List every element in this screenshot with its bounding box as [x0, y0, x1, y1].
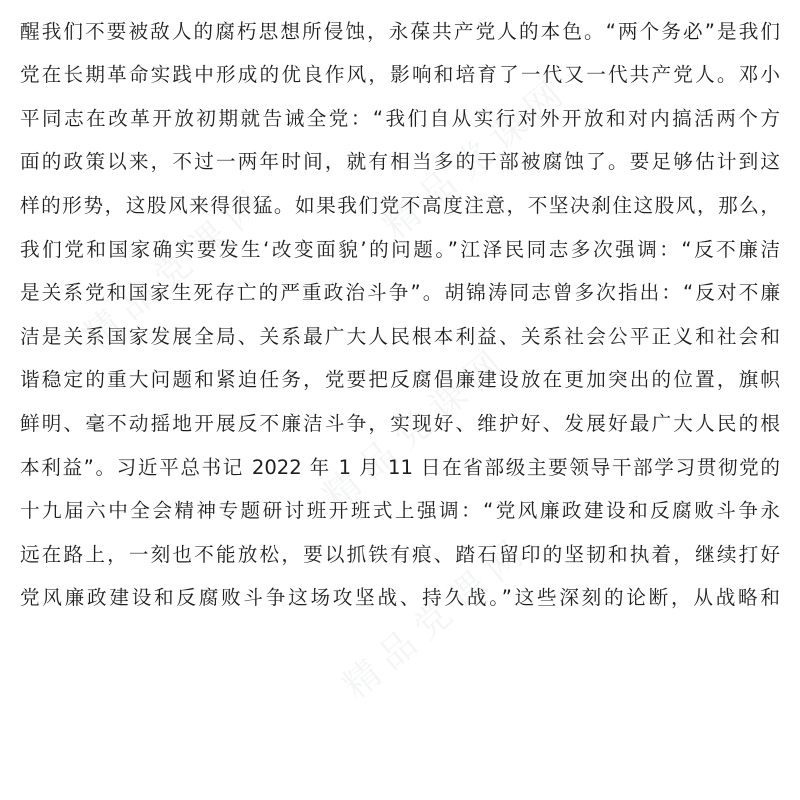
document-body — [20, 0, 780, 620]
text-line: 鲜明、毫不动摇地开展反不廉洁斗争，实现好、维护好、发展好最广大人民的根 — [20, 411, 780, 435]
text-line: 平同志在改革开放初期就告诫全党：“我们自从实行对外开放和对内搞活两个方 — [20, 106, 780, 130]
text-line: 党在长期革命实践中形成的优良作风，影响和培育了一代又一代共产党人。邓小 — [20, 63, 780, 87]
text-line: 本利益”。习近平总书记 2022 年 1 月 11 日在省部级主要领导干部学习贯彻党的 — [20, 455, 780, 479]
watermark: 精品党课网 — [375, 68, 579, 248]
watermark: 精品党课网 — [335, 528, 539, 708]
text-line: 是关系党和国家生死存亡的严重政治斗争”。胡锦涛同志曾多次指出：“反对不廉 — [20, 281, 780, 305]
text-line: 醒我们不要被敌人的腐朽思想所侵蚀，永葆共产党人的本色。“两个务必”是我们 — [20, 19, 780, 43]
text-line: 洁是关系国家发展全局、关系最广大人民根本利益、关系社会公平正义和社会和 — [20, 324, 780, 348]
text-line: 党风廉政建设和反腐败斗争这场攻坚战、持久战。”这些深刻的论断，从战略和 — [20, 586, 780, 610]
watermark: 精品党课网 — [315, 338, 519, 518]
watermark: 精品党课网 — [75, 178, 279, 358]
text-line: 样的形势，这股风来得很猛。如果我们党不高度注意，不坚决刹住这股风，那么， — [20, 193, 780, 217]
text-line — [20, 0, 780, 10]
text-line: 远在路上，一刻也不能放松，要以抓铁有痕、踏石留印的坚韧和执着，继续打好 — [20, 542, 780, 566]
text-line: 我们党和国家确实要发生‘改变面貌’的问题。”江泽民同志多次强调：“反不廉洁 — [20, 237, 780, 261]
text-line: 谐稳定的重大问题和紧迫任务，党要把反腐倡廉建设放在更加突出的位置，旗帜 — [20, 368, 780, 392]
text-line: 十九届六中全会精神专题研讨班开班式上强调：“党风廉政建设和反腐败斗争永 — [20, 499, 780, 523]
text-line: 面的政策以来，不过一两年时间，就有相当多的干部被腐蚀了。要足够估计到这 — [20, 150, 780, 174]
